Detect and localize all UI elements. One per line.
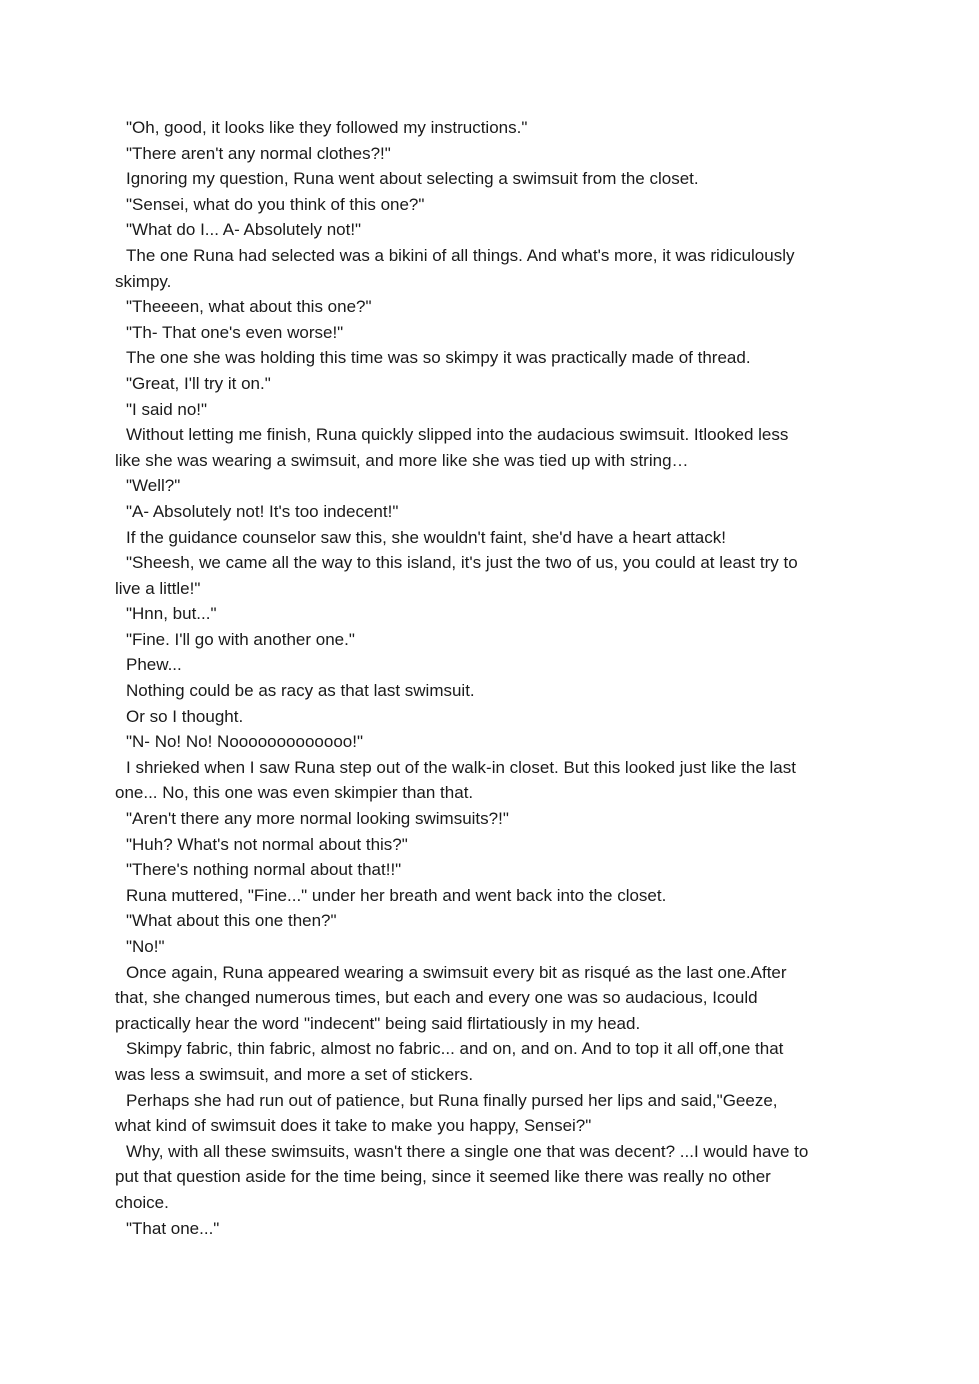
paragraph-line: put that question aside for the time being, since it seemed like there was really no other xyxy=(115,1167,771,1187)
paragraph-first-line: "There aren't any normal clothes?!" xyxy=(126,143,391,163)
paragraph-first-line: Ignoring my question, Runa went about selecting a swimsuit from the closet. xyxy=(126,169,699,189)
body-text xyxy=(115,115,863,1241)
paragraph-first-line: "Oh, good, it looks like they followed my instructions." xyxy=(126,118,528,137)
paragraph-line: what kind of swimsuit does it take to make you happy, Sensei?" xyxy=(115,1116,592,1136)
paragraph-first-line: I shrieked when I saw Runa step out of the walk-in closet. But this looked just like the last xyxy=(126,757,796,777)
paragraph-first-line: "Well?" xyxy=(126,476,181,496)
paragraph-line: like she was wearing a swimsuit, and more like she was tied up with string… xyxy=(115,450,689,470)
paragraph-first-line: "N- No! No! Nooooooooooooo!" xyxy=(126,732,363,752)
paragraph-first-line: Without letting me finish, Runa quickly slipped into the audacious swimsuit. Itlooked less xyxy=(126,425,789,445)
paragraph-line: choice. xyxy=(115,1192,169,1212)
paragraph-first-line: "Great, I'll try it on." xyxy=(126,373,271,393)
paragraph-first-line: "Huh? What's not normal about this?" xyxy=(126,834,408,854)
paragraph-first-line: "There's nothing normal about that!!" xyxy=(126,860,402,880)
paragraph-first-line: Phew... xyxy=(126,655,182,675)
paragraph-first-line: "Sensei, what do you think of this one?" xyxy=(126,194,425,214)
paragraph-first-line: "Fine. I'll go with another one." xyxy=(126,629,355,649)
paragraph-first-line: The one she was holding this time was so skimpy it was practically made of thread. xyxy=(126,348,751,368)
paragraph-first-line: "Aren't there any more normal looking swimsuits?!" xyxy=(126,809,509,829)
paragraph-first-line: "Theeeen, what about this one?" xyxy=(126,297,372,317)
paragraph-line: practically hear the word "indecent" being said flirtatiously in my head. xyxy=(115,1013,641,1033)
paragraph-first-line: Runa muttered, "Fine..." under her breath and went back into the closet. xyxy=(126,885,667,905)
paragraph-first-line: Nothing could be as racy as that last swimsuit. xyxy=(126,681,475,701)
paragraph-first-line: "Sheesh, we came all the way to this island, it's just the two of us, you could at least try to xyxy=(126,553,798,573)
paragraph-first-line: If the guidance counselor saw this, she wouldn't faint, she'd have a heart attack! xyxy=(126,527,726,547)
paragraph-first-line: The one Runa had selected was a bikini of all things. And what's more, it was ridiculously xyxy=(126,245,795,265)
paragraph-line: one... No, this one was even skimpier than that. xyxy=(115,783,474,803)
paragraph-first-line: Once again, Runa appeared wearing a swimsuit every bit as risqué as the last one.After xyxy=(126,962,787,982)
paragraph-first-line: "A- Absolutely not! It's too indecent!" xyxy=(126,501,399,521)
paragraph-line: skimpy. xyxy=(115,271,172,291)
paragraph-first-line: "No!" xyxy=(126,937,165,956)
paragraph-first-line: "I said no!" xyxy=(126,399,208,419)
paragraph-line: live a little!" xyxy=(115,578,201,598)
paragraph-first-line: "What do I... A- Absolutely not!" xyxy=(126,220,362,240)
paragraph-line: that, she changed numerous times, but each and every one was so audacious, Icould xyxy=(115,988,758,1008)
paragraph-first-line: "What about this one then?" xyxy=(126,911,337,931)
paragraph-first-line: "Hnn, but..." xyxy=(126,604,217,624)
paragraph-first-line: Or so I thought. xyxy=(126,706,244,726)
paragraph-line: was less a swimsuit, and more a set of stickers. xyxy=(115,1064,474,1084)
paragraph-first-line: "Th- That one's even worse!" xyxy=(126,322,344,342)
paragraph-first-line: Perhaps she had run out of patience, but Runa finally pursed her lips and said,"Geeze, xyxy=(126,1090,778,1110)
paragraph-first-line: "That one..." xyxy=(126,1218,220,1238)
paragraph-first-line: Skimpy fabric, thin fabric, almost no fabric... and on, and on. And to top it all off,one that xyxy=(126,1039,784,1059)
paragraph-first-line: Why, with all these swimsuits, wasn't there a single one that was decent? ...I would have to xyxy=(126,1141,809,1161)
